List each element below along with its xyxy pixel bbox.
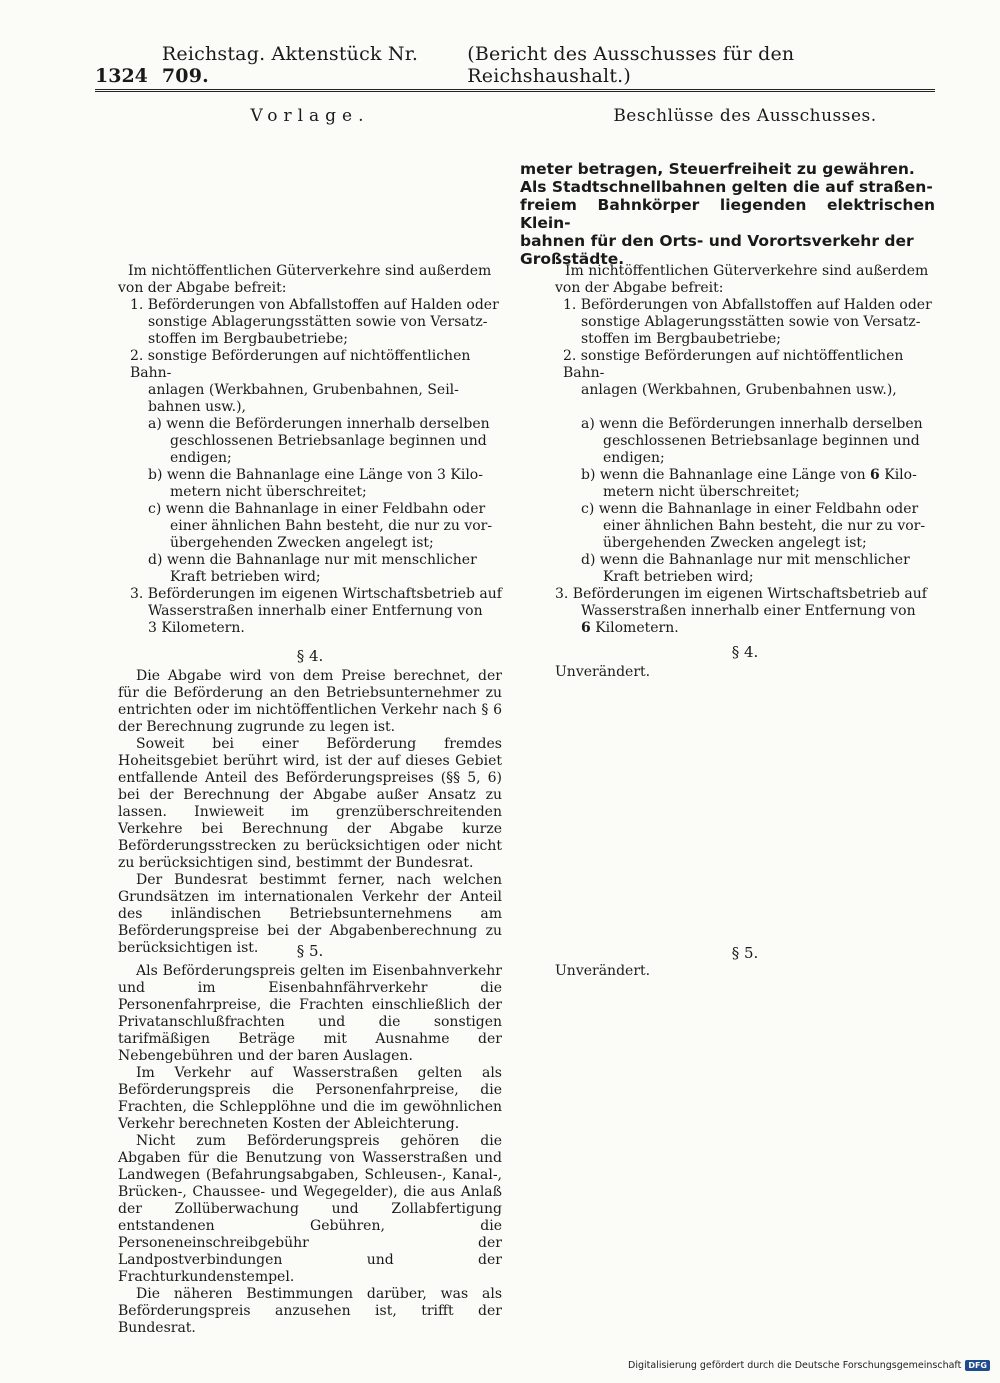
paragraph: Soweit bei einer Beförderung fremdes Hoheitsgebiet berührt wird, ist der auf dieses Gebiet entfallende Anteil des Beförderungspreises (§§ 5, 6) bei der Berechnung der Abgabe außer Ansatz zu lassen. Inwieweit im grenzüberschreitenden Verkehre bei Berechnung der Abgabe kurze Beförderungsstrecken zu berücksichtigen oder nicht zu berücksichtigen sind, bestimmt der Bundesrat.: [118, 736, 502, 871]
list-item: bahnen usw.),: [148, 399, 246, 415]
right-intro-paragraph: [520, 160, 935, 268]
list-intro: von der Abgabe befreit:: [118, 280, 287, 296]
list-item: 2. sonstige Beförderungen auf nichtöffentlichen Bahn-: [563, 348, 904, 381]
page-header: [95, 43, 935, 92]
list-item: 3. Beförderungen im eigenen Wirtschaftsbetrieb auf: [555, 586, 927, 602]
list-item: [555, 620, 945, 637]
left-column-heading: Vorlage.: [250, 106, 370, 126]
sub-item: a) wenn die Beförderungen innerhalb derselben: [581, 416, 923, 432]
section-4-unchanged: Unverändert.: [555, 664, 651, 680]
section-5-heading-left: § 5.: [296, 942, 324, 960]
section-5-unchanged: Unverändert.: [555, 963, 651, 979]
sub-item: [555, 467, 945, 484]
document-subtitle: (Bericht des Ausschusses für den Reichshaushalt.): [467, 43, 795, 87]
sub-item: endigen;: [603, 450, 665, 466]
sub-item: übergehenden Zwecken angelegt ist;: [603, 535, 867, 551]
sub-item: c) wenn die Bahnanlage in einer Feldbahn oder: [581, 501, 919, 517]
section-4-text: [118, 668, 502, 957]
sub-item: Kraft betrieben wird;: [170, 569, 321, 585]
paragraph: Der Bundesrat bestimmt ferner, nach welchen Grundsätzen im internationalen Verkehr der Anteil des inländischen Betriebsunternehmens am Beförderungspreise bei der Abgabenberechnung zu berücksichtigen ist.: [118, 872, 502, 956]
sub-item: b) wenn die Bahnanlage eine Länge von 3 Kilo-: [148, 467, 483, 483]
list-item: 3 Kilometern.: [148, 620, 245, 636]
sub-item: einer ähnlichen Bahn besteht, die nur zu vor-: [603, 518, 926, 534]
list-item: Wasserstraßen innerhalb einer Entfernung von: [148, 603, 483, 619]
intro-line: freiem Bahnkörper liegenden elektrischen Klein-: [520, 196, 935, 232]
list-item: stoffen im Bergbaubetriebe;: [581, 331, 781, 347]
sub-item: übergehenden Zwecken angelegt ist;: [170, 535, 434, 551]
list-intro: Im nichtöffentlichen Güterverkehre sind außerdem: [128, 263, 492, 279]
list-item: stoffen im Bergbaubetriebe;: [148, 331, 348, 347]
sub-item: Kraft betrieben wird;: [603, 569, 754, 585]
section-4-heading-right: § 4.: [731, 643, 759, 661]
title-text: Reichstag. Aktenstück Nr.: [161, 43, 419, 65]
document-number: 709.: [161, 65, 209, 87]
right-column-heading: Beschlüsse des Ausschusses.: [613, 106, 877, 126]
intro-line: Großstädte.: [520, 250, 625, 268]
paragraph: Nicht zum Beförderungspreis gehören die Abgaben für die Benutzung von Wasserstraßen und Landwegen (Befahrungsabgaben, Schleusen-, Kanal-, Brücken-, Chaussee- und Wegegelder), die aus Anlaß der Zollüberwachung und Zollabfertigung entstandenen Gebühren, die Personeneinschreibgebühr der Landpostverbindungen und der Frachturkundenstempel.: [118, 1133, 502, 1285]
paragraph: Die Abgabe wird von dem Preise berechnet, der für die Beförderung an den Betriebsunternehmer zu entrichten oder im nichtöffentlichen Verkehr nach § 6 der Berechnung zugrunde zu legen ist.: [118, 668, 502, 735]
footer-text: Digitalisierung gefördert durch die Deutsche Forschungsgemeinschaft: [628, 1360, 962, 1371]
document-title: [162, 43, 453, 87]
sub-item: endigen;: [170, 450, 232, 466]
sub-item: geschlossenen Betriebsanlage beginnen und: [170, 433, 487, 449]
list-item: sonstige Ablagerungsstätten sowie von Versatz-: [581, 314, 921, 330]
left-exemption-list: [118, 263, 508, 637]
paragraph: Die näheren Bestimmungen darüber, was als Beförderungspreis anzusehen ist, trifft der Bundesrat.: [118, 1286, 502, 1336]
sub-item: metern nicht überschreitet;: [603, 484, 800, 500]
sub-item-text: Kilo-: [884, 467, 917, 483]
intro-line: meter betragen, Steuerfreiheit zu gewähren.: [520, 160, 915, 178]
section-4-heading-left: § 4.: [296, 647, 324, 665]
list-item: Wasserstraßen innerhalb einer Entfernung von: [581, 603, 916, 619]
intro-line: Als Stadtschnellbahnen gelten die auf straßen-: [520, 178, 933, 196]
sub-item: d) wenn die Bahnanlage nur mit menschlicher: [148, 552, 477, 568]
list-item: sonstige Ablagerungsstätten sowie von Versatz-: [148, 314, 488, 330]
intro-line: bahnen für den Orts- und Vorortsverkehr der: [520, 232, 914, 250]
list-item: anlagen (Werkbahnen, Grubenbahnen, Seil-: [148, 382, 459, 398]
list-item: anlagen (Werkbahnen, Grubenbahnen usw.),: [581, 382, 897, 398]
list-item: 1. Beförderungen von Abfallstoffen auf Halden oder: [563, 297, 932, 313]
sub-item: c) wenn die Bahnanlage in einer Feldbahn oder: [148, 501, 486, 517]
list-intro: Im nichtöffentlichen Güterverkehre sind außerdem: [565, 263, 929, 279]
page-number: 1324: [95, 65, 148, 87]
sub-item-text: b) wenn die Bahnanlage eine Länge von: [581, 467, 866, 483]
sub-item: d) wenn die Bahnanlage nur mit menschlicher: [581, 552, 910, 568]
changed-value: 6: [581, 620, 591, 636]
list-item: 2. sonstige Beförderungen auf nichtöffentlichen Bahn-: [130, 348, 471, 381]
list-item: 3. Beförderungen im eigenen Wirtschaftsbetrieb auf: [130, 586, 502, 602]
list-item-text: Kilometern.: [595, 620, 679, 636]
list-intro: von der Abgabe befreit:: [555, 280, 724, 296]
list-item: 1. Beförderungen von Abfallstoffen auf Halden oder: [130, 297, 499, 313]
sub-item: geschlossenen Betriebsanlage beginnen und: [603, 433, 920, 449]
sub-item: einer ähnlichen Bahn besteht, die nur zu vor-: [170, 518, 493, 534]
digitization-footer: [628, 1360, 990, 1371]
sub-item: a) wenn die Beförderungen innerhalb derselben: [148, 416, 490, 432]
right-exemption-list: [555, 263, 945, 637]
paragraph: Als Beförderungspreis gelten im Eisenbahnverkehr und im Eisenbahnfährverkehr die Personenfahrpreise, die Frachten einschließlich der Privatanschlußfrachten und die sonstigen tarifmäßigen Beträge mit Ausnahme der Nebengebühren und der baren Auslagen.: [118, 963, 502, 1064]
sub-item: metern nicht überschreitet;: [170, 484, 367, 500]
section-5-heading-right: § 5.: [731, 944, 759, 962]
dfg-logo-icon[interactable]: DFG: [965, 1360, 990, 1371]
paragraph: Im Verkehr auf Wasserstraßen gelten als Beförderungspreis die Personenfahrpreise, die Frachten, die Schlepplöhne und die im gewöhnlichen Verkehr berechneten Kosten der Ableichterung.: [118, 1065, 502, 1132]
changed-value: 6: [870, 467, 880, 483]
section-5-text: [118, 963, 502, 1337]
